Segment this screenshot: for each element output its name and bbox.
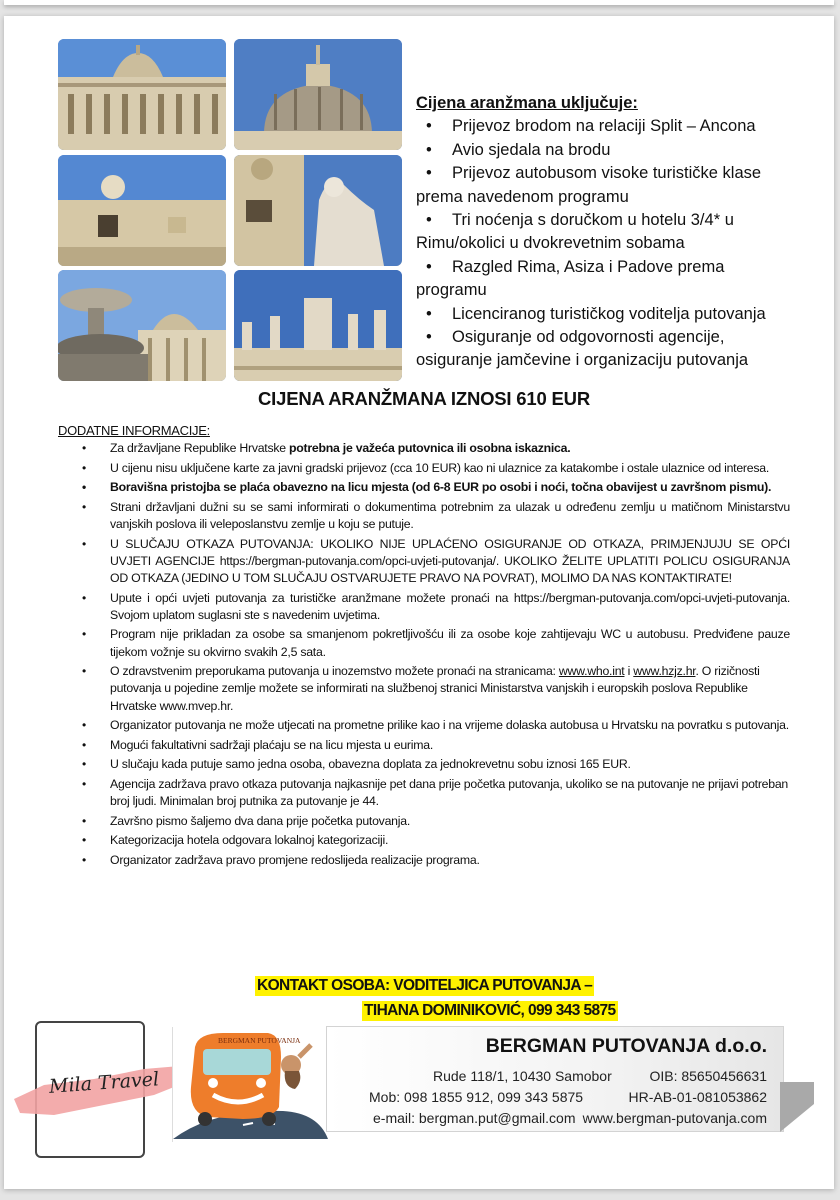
item-text-continued: osiguranje jamčevine i organizaciju putovanja: [416, 351, 749, 370]
bullet-icon: •: [426, 304, 432, 323]
document-page: [4, 16, 834, 1189]
list-item: • Program nije prikladan za osobe sa smanjenom pokretljivošću ili za osobe koje zahtijevaju WC u autobusu. Predviđene pauze tijekom vožnje su okvirno svakih 2,5 sata.: [82, 626, 790, 660]
bullet-icon: •: [426, 328, 432, 347]
price-includes-item: [416, 115, 796, 138]
photo-rooftop-statues: [234, 270, 402, 381]
item-text: Licenciranog turističkog voditelja putovanja: [452, 304, 766, 323]
bullet-icon: •: [426, 117, 432, 136]
photo-collage: [58, 39, 404, 381]
bullet-icon: •: [426, 211, 432, 230]
photo-clock-facade: [58, 155, 226, 266]
photo-saint-statue: [234, 155, 402, 266]
agency-name: BERGMAN PUTOVANJA d.o.o.: [485, 1035, 767, 1057]
item-text-continued: prema navedenom programu: [416, 187, 629, 206]
additional-info-list: [82, 440, 790, 872]
previous-page-edge: [4, 0, 834, 5]
additional-info-title: DODATNE INFORMACIJE:: [58, 423, 210, 438]
bus-logo-text: BERGMAN PUTOVANJA: [218, 1036, 301, 1045]
item-text: Prijevoz brodom na relaciji Split – Ancona: [452, 117, 756, 136]
bus-icon: [173, 1027, 328, 1142]
item-text: Za državljane Republike Hrvatske: [110, 441, 290, 455]
item-text: Avio sjedala na brodu: [452, 140, 611, 159]
agency-mobile: Mob: 098 1855 912, 099 343 5875: [369, 1089, 584, 1105]
list-item: [82, 440, 790, 457]
photo-fountain: [58, 270, 226, 381]
item-text: Prijevoz autobusom visoke turističke klase: [452, 164, 762, 183]
list-item: • Organizator putovanja ne može utjecati na prometne prilike kao i na vrijeme dolaska autobusa u Hrvatsku na povratku s putovanja.: [82, 717, 790, 734]
item-bold-text: potrebna je važeća putovnica ili osobna iskaznica.: [289, 441, 571, 455]
bullet-icon: •: [426, 164, 432, 183]
price-includes-title: Cijena aranžmana uključuje:: [416, 94, 638, 112]
agency-registry: HR-AB-01-081053862: [628, 1089, 767, 1105]
list-item: • Organizator zadržava pravo promjene redoslijeda realizacije programa.: [82, 852, 790, 869]
photo-basilica-dome: [234, 39, 402, 150]
price-includes-item: [416, 162, 796, 185]
item-text: . O rizičnosti putovanja u pojedine zemlje možete se informirati na službenoj stranici Ministarstva vanjskih i europskih poslova Republike Hrvatske www.mvep.hr.: [110, 664, 760, 713]
mila-travel-logo-text: Mila Travel: [48, 1068, 160, 1098]
contact-person-line2: TIHANA DOMINIKOVIĆ, 099 343 5875: [364, 1002, 616, 1019]
list-item: • Agencija zadržava pravo otkaza putovanja najkasnije pet dana prije početka putovanja, ukoliko se na putovanje ne prijavi potreban broj ljudi. Minimalan broj putnika za putovanje je 44.: [82, 776, 790, 810]
list-item: • Mogući fakultativni sadržaji plaćaju se na licu mjesta u eurima.: [82, 737, 790, 754]
item-text: i: [624, 664, 634, 679]
item-text: Razgled Rima, Asiza i Padove prema: [452, 257, 725, 276]
agency-email[interactable]: e-mail: bergman.put@gmail.com: [373, 1110, 576, 1126]
item-text: O zdravstvenim preporukama putovanja u inozemstvo možete pronaći na stranicama:: [110, 664, 559, 679]
price-includes-item: [416, 256, 796, 279]
item-text: Osiguranje od odgovornosti agencije,: [452, 328, 725, 347]
folded-ribbon-shape: [780, 1082, 814, 1132]
contact-person-line1: KONTAKT OSOBA: VODITELJICA PUTOVANJA –: [257, 977, 593, 994]
agency-address: Rude 118/1, 10430 Samobor: [433, 1068, 612, 1084]
agency-info-box: [326, 1026, 784, 1132]
price-includes-item: [416, 303, 796, 326]
bergman-bus-logo: [172, 1027, 328, 1142]
agency-website[interactable]: www.bergman-putovanja.com: [582, 1110, 767, 1126]
price-includes-section: [416, 92, 796, 373]
list-item: • U SLUČAJU OTKAZA PUTOVANJA: UKOLIKO NIJE UPLAĆENO OSIGURANJE OD OTKAZA, PRIMJENJUJU SE OPĆI UVJETI AGENCIJE https://bergman-putovanja.com/opci-uvjeti-putovanja/. UKOLIKO ŽELITE UPLATITI POLICU OSIGURANJA OD OTKAZA (JEDINO U TOM SLUČAJU OSTVARUJETE PRAVO NA POVRAT), MOLIMO DA NAS KONTAKTIRATE!: [82, 536, 790, 588]
list-item: • Strani državljani dužni su se sami informirati o dokumentima potrebnim za ulazak u određenu zemlju u matičnom Ministarstvu vanjskih poslova ili veleposlanstvu zemlje u koju se putuje.: [82, 499, 790, 533]
item-text: Tri noćenja s doručkom u hotelu 3/4* u: [452, 211, 734, 230]
list-item: • Boravišna pristojba se plaća obavezno na licu mjesta (od 6-8 EUR po osobi i noći, točna obavijest u završnom pismu).: [82, 479, 790, 496]
hzjz-link[interactable]: www.hzjz.hr: [633, 664, 696, 679]
price-includes-item: [416, 326, 796, 349]
item-text-continued: Rimu/okolici u dvokrevetnim sobama: [416, 234, 685, 253]
price-includes-item: [416, 209, 796, 232]
list-item: • U slučaju kada putuje samo jedna osoba, obavezna doplata za jednokrevetnu sobu iznosi 165 EUR.: [82, 756, 790, 773]
list-item: • Upute i opći uvjeti putovanja za turističke aranžmane možete pronaći na https://bergman-putovanja.com/opci-uvjeti-putovanja. Svojom uplatom suglasni ste s navedenim uvjetima.: [82, 590, 790, 624]
list-item: • Kategorizacija hotela odgovara lokalnoj kategorizaciji.: [82, 832, 790, 849]
list-item: • U cijenu nisu uključene karte za javni gradski prijevoz (cca 10 EUR) kao ni ulaznice za katakombe i ostale ulaznice od interesa.: [82, 460, 790, 477]
agency-oib: OIB: 85650456631: [649, 1068, 767, 1084]
bullet-icon: •: [426, 140, 432, 159]
item-text-continued: programu: [416, 281, 487, 300]
photo-basilica-facade: [58, 39, 226, 150]
list-item: [82, 663, 790, 715]
list-item: • Završno pismo šaljemo dva dana prije početka putovanja.: [82, 813, 790, 830]
price-heading: CIJENA ARANŽMANA IZNOSI 610 EUR: [258, 388, 590, 409]
bullet-icon: •: [426, 257, 432, 276]
who-link[interactable]: www.who.int: [558, 664, 625, 679]
price-includes-item: [416, 139, 796, 162]
